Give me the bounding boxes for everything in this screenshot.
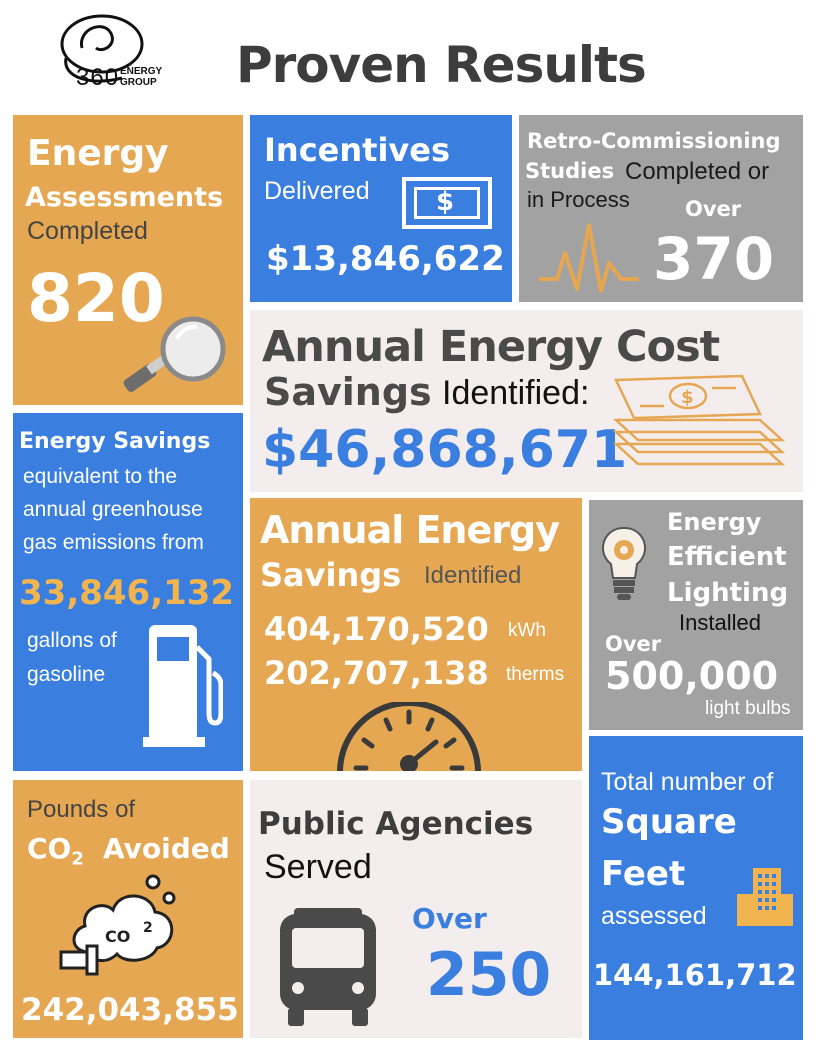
- retro-prefix: Over: [685, 197, 742, 221]
- agencies-prefix: Over: [412, 902, 487, 935]
- energy-assessments-title-1: Energy: [27, 133, 169, 174]
- lighting-line-3: Lighting: [667, 578, 789, 608]
- logo-word-energy: ENERGY: [120, 66, 163, 77]
- energy-savings-value: 33,846,132: [19, 573, 235, 613]
- co2-icon-text: CO: [105, 927, 131, 946]
- logo-word-group: GROUP: [120, 77, 157, 88]
- annual-energy-unit-2: therms: [506, 664, 565, 685]
- energy-assessments-subtitle: Completed: [27, 217, 148, 245]
- annual-energy-unit-1: kWh: [508, 620, 546, 641]
- square-feet-line-4: assessed: [601, 902, 707, 930]
- lighting-prefix: Over: [605, 632, 662, 656]
- tile-square-feet: [589, 736, 803, 1040]
- co2-label: [27, 832, 84, 870]
- building-icon: [735, 864, 795, 930]
- tile-annual-energy-cost: [250, 310, 803, 492]
- tile-public-agencies: [250, 780, 582, 1038]
- tile-co2-avoided: [13, 780, 243, 1038]
- svg-text:$: $: [681, 387, 694, 408]
- speedometer-icon: [334, 702, 484, 771]
- square-feet-line-2: Square: [601, 802, 737, 842]
- incentives-subtitle: Delivered: [264, 177, 370, 205]
- heartbeat-line-icon: [537, 219, 641, 297]
- energy-savings-body-3: gas emissions from: [23, 531, 204, 554]
- lighting-value: 500,000: [605, 654, 779, 698]
- energy-savings-title: Energy Savings: [19, 429, 211, 454]
- energy-savings-unit-1: gallons of: [27, 629, 117, 652]
- magnifying-glass-icon: [117, 315, 227, 395]
- gas-pump-icon: [143, 625, 223, 749]
- tile-retro-commissioning: [519, 115, 803, 302]
- annual-energy-title-1: Annual Energy: [260, 508, 559, 552]
- square-feet-value: 144,161,712: [593, 958, 797, 992]
- annual-cost-title-rest: Identified:: [442, 374, 590, 412]
- page-title: Proven Results: [236, 36, 646, 94]
- retro-title-2: Studies: [525, 159, 615, 183]
- lighting-line-1: Energy: [667, 508, 762, 536]
- co2-icon-sub: 2: [143, 920, 153, 936]
- lighting-line-2: Efficient: [667, 542, 787, 572]
- dollar-bill-icon: $: [402, 177, 492, 229]
- co2-line-1: Pounds of: [27, 796, 136, 823]
- tile-energy-savings: [13, 413, 243, 771]
- annual-cost-value: $46,868,671: [262, 420, 628, 480]
- annual-energy-title-rest: Identified: [424, 562, 522, 589]
- energy-savings-unit-2: gasoline: [27, 663, 106, 686]
- co2-sub: 2: [71, 848, 84, 870]
- bus-icon: [278, 908, 378, 1028]
- annual-energy-title-2: Savings: [260, 556, 402, 594]
- exhaust-pipe-icon: [59, 870, 183, 980]
- tile-incentives: [250, 115, 512, 302]
- energy-assessments-value: 820: [27, 260, 165, 337]
- square-feet-line-1: Total number of: [601, 768, 774, 796]
- tile-lighting: [589, 500, 803, 730]
- incentives-value: $13,846,622: [266, 239, 505, 279]
- retro-rest-1: Completed or: [625, 158, 770, 185]
- annual-energy-value-2: 202,707,138: [264, 654, 489, 692]
- incentives-title: Incentives: [264, 131, 451, 169]
- square-feet-line-3: Feet: [601, 854, 686, 894]
- agencies-title: Public Agencies: [258, 806, 534, 842]
- retro-rest-2: in Process: [527, 187, 630, 212]
- retro-value: 370: [653, 225, 775, 293]
- tile-annual-energy-savings: [250, 498, 582, 771]
- logo: [52, 8, 192, 90]
- money-stack-icon: [610, 374, 790, 474]
- energy-savings-body-1: equivalent to the: [23, 465, 178, 488]
- annual-cost-title-1: Annual Energy Cost: [262, 322, 720, 372]
- co2-avoided: Avoided: [103, 832, 230, 865]
- annual-energy-value-1: 404,170,520: [264, 610, 489, 648]
- energy-savings-body-2: annual greenhouse: [23, 498, 203, 521]
- energy-assessments-title-2: Assessments: [25, 182, 224, 213]
- co2-co: CO: [27, 832, 72, 865]
- retro-title-1: Retro-Commissioning: [527, 129, 781, 153]
- tile-energy-assessments: [13, 115, 243, 405]
- logo-number: 360: [76, 64, 120, 91]
- agencies-value: 250: [426, 940, 552, 1010]
- agencies-subtitle: Served: [264, 848, 372, 886]
- co2-value: 242,043,855: [21, 992, 239, 1028]
- annual-cost-title-2: Savings: [264, 370, 432, 414]
- lightbulb-icon: [601, 526, 647, 602]
- lighting-unit: light bulbs: [705, 698, 791, 719]
- lighting-line-4: Installed: [679, 610, 761, 635]
